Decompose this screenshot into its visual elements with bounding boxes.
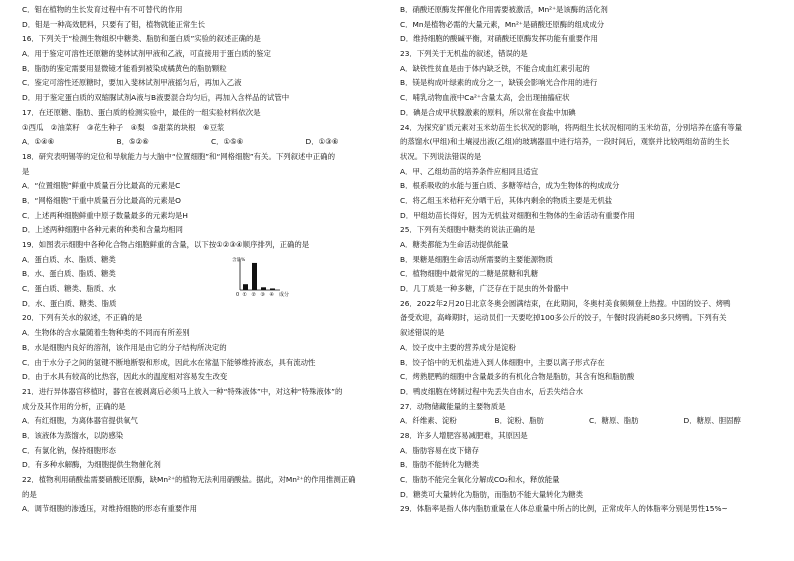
option-d: D．有多种水解酶，为细胞提供生物催化剂 — [22, 460, 161, 470]
option-a: A．“位置细胞”鲜重中质量百分比最高的元素是C — [22, 181, 181, 191]
question-19: 19．如图表示细胞中各种化合物占细胞鲜重的含量，以下按①②③④顺序排列，正确的是 — [22, 240, 310, 249]
bar-1 — [243, 284, 248, 290]
option-a: A．①④⑥ — [22, 137, 55, 147]
question-26: 26．2022年2月20日北京冬奥会圆满结束，在此期间，冬奥村美食频频登上热搜。中国的饺子、烤鸭 — [400, 298, 731, 308]
question-16: 16．下列关于“检测生物组织中糖类、脂肪和蛋白质”实验的叙述正确的是 — [22, 34, 261, 44]
option-c: C．糖原、脂肪 — [589, 416, 639, 426]
origin-label: 0 — [236, 291, 240, 297]
option-a: A．缺铁性贫血是由于体内缺乏铁，不能合成血红素引起的 — [400, 63, 590, 73]
option-b: B．淀粉、脂肪 — [494, 416, 544, 426]
option-c: C．由于水分子之间的氢键不断地断裂和形成，因此水在常温下能够维持液态，具有流动性 — [22, 357, 316, 367]
option-b: B．“网格细胞”干重中质量百分比最高的元素是O — [22, 195, 181, 205]
question-24-cont: 状况。下列说法错误的是 — [400, 151, 482, 161]
option-c: C．将乙组玉米秸秆充分晒干后，其体内剩余的物质主要是无机盐 — [400, 195, 613, 205]
option-a: A．用于鉴定可溶性还原糖的斐林试剂甲液和乙液，可直接用于蛋白质的鉴定 — [22, 49, 271, 59]
option-b: B．⑤②⑥ — [116, 137, 149, 147]
option-a: A．蛋白质、水、脂质、糖类 — [22, 254, 116, 264]
option-d: D．由于水具有较高的比热容，因此水的温度相对容易发生改变 — [22, 372, 228, 382]
option-c: C．有氯化钠，保持细胞形态 — [22, 445, 116, 455]
question-25: 25．下列有关细胞中糖类的说法正确的是 — [400, 225, 536, 235]
option-b: B．饺子馅中的无机盐进入到人体细胞中，主要以离子形式存在 — [400, 357, 605, 367]
q27-options — [400, 414, 778, 429]
option-d: D．糖类可大量转化为脂肪，而脂肪不能大量转化为糖类 — [400, 489, 584, 499]
option-c: C．①⑤⑥ — [211, 137, 244, 147]
text-line: D．钼是一种高效肥料，只要有了钼，植物就能正常生长 — [22, 19, 206, 29]
option-d: D．上述两种细胞中各种元素的种类和含量均相同 — [22, 225, 183, 235]
option-b: B．水、蛋白质、脂质、糖类 — [22, 269, 116, 279]
category-label: ② — [251, 291, 256, 297]
option-b: B．该液体为蒸馏水，以防感染 — [22, 430, 124, 440]
option-b: B．镁是构成叶绿素的成分之一，缺镁会影响光合作用的进行 — [400, 78, 598, 88]
left-column — [22, 3, 400, 517]
y-axis-label: 含量% — [232, 257, 246, 263]
bar-4 — [270, 288, 275, 290]
option-b: B．果糖是细胞生命活动所需要的主要能源物质 — [400, 254, 553, 264]
option-d: D．碘是合成甲状腺激素的原料，所以常在食盐中加碘 — [400, 107, 576, 117]
option-c: C．烤熟肥鸭的细胞中含量最多的有机化合物是脂肪，其含有饱和脂肪酸 — [400, 372, 635, 382]
right-column — [400, 3, 778, 517]
option-d: D．维持细胞的酸碱平衡，对硝酸还原酶发挥功能有重要作用 — [400, 34, 598, 44]
option-b: B．脂肪的鉴定需要用显微镜才能看到被染成橘黄色的脂肪颗粒 — [22, 63, 227, 73]
question-28: 28．许多人增肥容易减肥难，其原因是 — [400, 430, 528, 440]
category-label: ① — [242, 291, 247, 297]
question-22-cont: 的是 — [22, 489, 37, 499]
option-a: A．有红细胞，为离体器官提供氧气 — [22, 416, 138, 426]
q17-options — [22, 135, 400, 150]
compound-content-bar-chart — [232, 255, 292, 297]
question-21: 21．进行异体器官移植时，器官在被剥离后必须马上放入一种“特殊液体”中，对这种“特殊液体”的 — [22, 386, 343, 396]
question-23: 23．下列关于无机盐的叙述，错误的是 — [400, 49, 528, 59]
question-18-cont: 是 — [22, 166, 30, 176]
bar-3 — [261, 287, 266, 290]
question-24-cont: 的蒸馏水(甲组)和土壤浸出液(乙组)的玻璃器皿中进行培养，一段时间后，观察并比较两组幼苗的生长 — [400, 137, 730, 147]
question-26-cont: 叙述错误的是 — [400, 328, 445, 338]
option-c: C．蛋白质、糖类、脂质、水 — [22, 284, 116, 294]
option-d: D．用于鉴定蛋白质的双缩脲试剂A液与B液要混合均匀后，再加入含样品的试管中 — [22, 93, 290, 103]
option-b: B．脂肪不能转化为糖类 — [400, 460, 479, 470]
option-d: D．水、蛋白质、糖类、脂质 — [22, 298, 117, 308]
option-a: A．糖类都能为生命活动提供能量 — [400, 240, 509, 249]
option-d: D．糖原、胆固醇 — [683, 416, 741, 426]
option-d: D．鸭皮细胞在烤制过程中先丢失自由水，后丢失结合水 — [400, 386, 584, 396]
question-17: 17．在还原糖、脂肪、蛋白质的检测实验中，最佳的一组实验材料依次是 — [22, 107, 261, 117]
q19-block — [22, 253, 400, 312]
bar-2 — [252, 263, 257, 290]
option-b: B．根系吸收的水能与蛋白质、多糖等结合，成为生物体的构成成分 — [400, 181, 620, 191]
q17-materials: ①西瓜 ②油菜籽 ③花生种子 ④梨 ⑤甜菜的块根 ⑥豆浆 — [22, 122, 225, 132]
option-c: C．脂肪不能完全氧化分解成CO₂和水，释放能量 — [400, 475, 560, 484]
option-b: B．水是细胞内良好的溶剂，该作用是由它的分子结构所决定的 — [22, 342, 227, 352]
option-c: C．植物细胞中最常见的二糖是蔗糖和乳糖 — [400, 269, 539, 279]
option-d: D．几丁质是一种多糖，广泛存在于昆虫的外骨骼中 — [400, 284, 569, 294]
question-18: 18．研究表明锡等的定位和导航能力与大脑中“位置细胞”和“网格细胞”有关。下列叙述中正确的 — [22, 151, 335, 161]
option-c: C．哺乳动物血液中Ca²⁺含量太高，会出现抽搐症状 — [400, 93, 570, 103]
option-d: D．①③⑥ — [305, 137, 339, 147]
category-label: ③ — [260, 291, 265, 297]
x-axis-label: 成分 — [279, 291, 290, 297]
option-c: C．鉴定可溶性还原糖时，要加入斐林试剂甲液摇匀后，再加入乙液 — [22, 78, 242, 88]
option-a: A．甲、乙组幼苗的培养条件应相同且适宜 — [400, 166, 539, 176]
option-a: A．饺子皮中主要的营养成分是淀粉 — [400, 342, 516, 352]
option-b: B．硝酸还原酶发挥催化作用需要被激活，Mn²⁺是该酶的活化剂 — [400, 5, 608, 14]
option-a: A．生物体的含水量随着生物种类的不同而有所差别 — [22, 328, 190, 338]
question-27: 27．动物储藏能量的主要物质是 — [400, 401, 506, 411]
text-line: C．钼在植物的生长发育过程中有不可替代的作用 — [22, 5, 183, 14]
option-d: D．甲组幼苗长得好，因为无机盐对细胞和生物体的生命活动有重要作用 — [400, 210, 635, 220]
bars-group — [243, 263, 276, 297]
question-24: 24．为探究矿质元素对玉米幼苗生长状况的影响，将两组生长状况相同的玉米幼苗，分别培养在盛有等量 — [400, 122, 742, 132]
option-a: A．脂肪容易在皮下储存 — [400, 445, 479, 455]
category-label: ④ — [269, 291, 274, 297]
option-c: C．Mn是植物必需的大量元素，Mn²⁺是硝酸还原酶的组成成分 — [400, 19, 605, 29]
question-21-cont: 成分及其作用的分析，正确的是 — [22, 401, 126, 411]
question-20: 20．下列有关水的叙述，不正确的是 — [22, 313, 143, 323]
option-a: A．纤维素、淀粉 — [400, 416, 457, 426]
question-22: 22．植物利用硝酸盐需要硝酸还原酶，缺Mn²⁺的植物无法利用硝酸盐。据此，对Mn²⁺的作用推测正确 — [22, 475, 356, 484]
question-26-cont: 备受欢迎，高峰期时，运动员们一天要吃掉100多公斤的饺子，午餐时段消耗80多只烤鸭。下列有关 — [400, 313, 727, 323]
question-29: 29．体脂率是指人体内脂肪重量在人体总重量中所占的比例，正常成年人的体脂率分别是男性15%~ — [400, 504, 728, 514]
option-a: A．调节细胞的渗透压，对维持细胞的形态有重要作用 — [22, 504, 198, 514]
option-c: C．上述两种细胞鲜重中原子数量最多的元素均是H — [22, 210, 188, 220]
